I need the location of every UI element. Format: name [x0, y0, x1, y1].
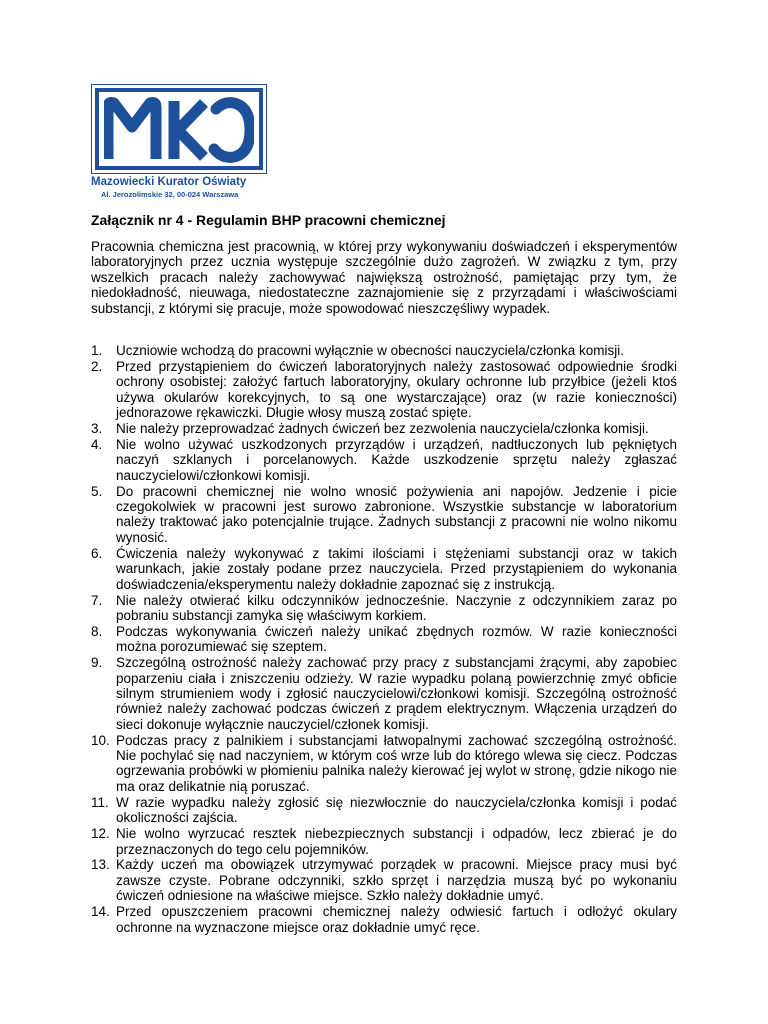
list-item	[91, 624, 677, 655]
list-item-number: 9.	[91, 655, 103, 671]
list-item	[91, 904, 677, 935]
list-item	[91, 359, 677, 421]
list-item	[91, 593, 677, 624]
list-item-number: 3.	[91, 421, 103, 437]
rules-list	[91, 343, 677, 935]
list-item-number: 4.	[91, 436, 103, 452]
list-item-text: Nie wolno wyrzucać resztek niebezpiecznych substancji i odpadów, lecz zbierać je do przeznaczonych do tego celu pojemników.	[116, 826, 677, 857]
list-item	[91, 857, 677, 903]
list-item	[91, 484, 677, 546]
list-item-number: 7.	[91, 592, 103, 608]
list-item-number: 8.	[91, 623, 103, 639]
list-item-text: Ćwiczenia należy wykonywać z takimi ilościami i stężeniami substancji oraz w takich warunkach, jakie zostały podane przez nauczyciela. Przed przystąpieniem do wykonania doświadczenia/eksperymentu należy dokładnie zapoznać się z instrukcją.	[116, 545, 677, 592]
mko-logo	[91, 84, 269, 202]
list-item-number: 13.	[91, 857, 110, 873]
document-title: Załącznik nr 4 - Regulamin BHP pracowni chemicznej	[91, 212, 446, 228]
list-item-text: Podczas pracy z palnikiem i substancjami łatwopalnymi zachować szczególną ostrożność. Nie pochylać się nad naczyniem, w którym coś wrze lub do którego wlewa się ciecz. Podczas ogrzewania probówki w płomieniu palnika należy kierować jej wylot w stronę, gdzie nikogo nie ma oraz delikatnie nią poruszać.	[116, 732, 677, 794]
list-item	[91, 733, 677, 795]
list-item-text: W razie wypadku należy zgłosić się niezwłocznie do nauczyciela/członka komisji i podać okoliczności zajścia.	[116, 794, 677, 826]
list-item-number: 14.	[91, 904, 110, 920]
list-item-number: 5.	[91, 483, 103, 499]
list-item	[91, 655, 677, 732]
list-item-number: 11.	[91, 794, 109, 810]
list-item-number: 1.	[91, 343, 103, 358]
list-item-number: 12.	[91, 826, 110, 842]
list-item-number: 10.	[91, 732, 110, 748]
list-item-text: Do pracowni chemicznej nie wolno wnosić pożywienia ani napojów. Jedzenie i picie czegokolwiek w pracowni jest surowo zabronione. Wszystkie substancje w laboratorium należy traktować jako potencjalnie trujące. Żadnych substancji z pracowni nie wolno nikomu wynosić.	[116, 483, 677, 545]
logo-address: Al. Jerozolimskie 32, 00-024 Warszawa	[101, 190, 239, 199]
list-item	[91, 826, 677, 857]
list-item	[91, 437, 677, 483]
list-item-number: 2.	[91, 358, 103, 374]
list-item-number: 6.	[91, 545, 103, 561]
logo-name: Mazowiecki Kurator Oświaty	[91, 176, 247, 188]
list-item-text: Uczniowie wchodzą do pracowni wyłącznie w obecności nauczyciela/członka komisji.	[116, 343, 624, 358]
list-item-text: Przed przystąpieniem do ćwiczeń laboratoryjnych należy zastosować odpowiednie środki ochrony osobistej: założyć fartuch laboratoryjny, okulary ochronne lub przyłbice (jeżeli ktoś używa okularów korekcyjnych, to są one wystarczające) oraz (w razie konieczności) jednorazowe rękawiczki. Długie włosy muszą zostać spięte.	[116, 358, 677, 421]
list-item-text: Przed opuszczeniem pracowni chemicznej należy odwiesić fartuch i odłożyć okulary ochronne na wyznaczone miejsce oraz dokładnie umyć ręce.	[116, 904, 677, 935]
intro-paragraph: Pracownia chemiczna jest pracownią, w której przy wykonywaniu doświadczeń i eksperymentów laboratoryjnych przez ucznia występuje szczególnie dużo zagrożeń. W związku z tym, przy wszelkich pracach należy zachowywać największą ostrożność, pamiętając przy tym, że niedokładność, nieuwaga, niedostateczne zaznajomienie się z przyrządami i właściwościami substancji, z którymi się pracuje, może spowodować nieszczęśliwy wypadek.	[91, 239, 677, 316]
list-item-text: Nie należy otwierać kilku odczynników jednocześnie. Naczynie z odczynnikiem zaraz po pobraniu substancji zamyka się właściwym korkiem.	[116, 592, 677, 623]
mko-logo-mark-icon	[104, 97, 254, 163]
list-item-text: Każdy uczeń ma obowiązek utrzymywać porządek w pracowni. Miejsce pracy musi być zawsze czyste. Pobrane odczynniki, szkło sprzęt i narzędzia muszą być po wykonaniu ćwiczeń odniesione na właściwe miejsce. Szkło należy dokładnie umyć.	[116, 857, 677, 904]
list-item	[91, 795, 677, 826]
list-item	[91, 343, 677, 358]
list-item-text: Nie wolno używać uszkodzonych przyrządów i urządzeń, nadtłuczonych lub pękniętych naczyń szklanych i porcelanowych. Każde uszkodzenie sprzętu należy zgłaszać nauczycielowi/członkowi komisji.	[116, 436, 677, 483]
list-item	[91, 421, 677, 436]
list-item-text: Nie należy przeprowadzać żadnych ćwiczeń bez zezwolenia nauczyciela/członka komisji.	[116, 421, 649, 437]
list-item	[91, 546, 677, 592]
list-item-text: Szczególną ostrożność należy zachować przy pracy z substancjami żrącymi, aby zapobiec poparzeniu ciała i zniszczeniu odzieży. W razie wypadku polaną powierzchnię zmyć obficie silnym strumieniem wody i zgłosić nauczycielowi/członkowi komisji. Szczególną ostrożność również należy zachować podczas ćwiczeń z prądem elektrycznym. Włączenia urządzeń do sieci dokonuje wyłącznie nauczyciel/członek komisji.	[116, 655, 677, 732]
list-item-text: Podczas wykonywania ćwiczeń należy unikać zbędnych rozmów. W razie konieczności można porozumiewać się szeptem.	[116, 623, 677, 655]
logo-frame	[91, 84, 267, 174]
